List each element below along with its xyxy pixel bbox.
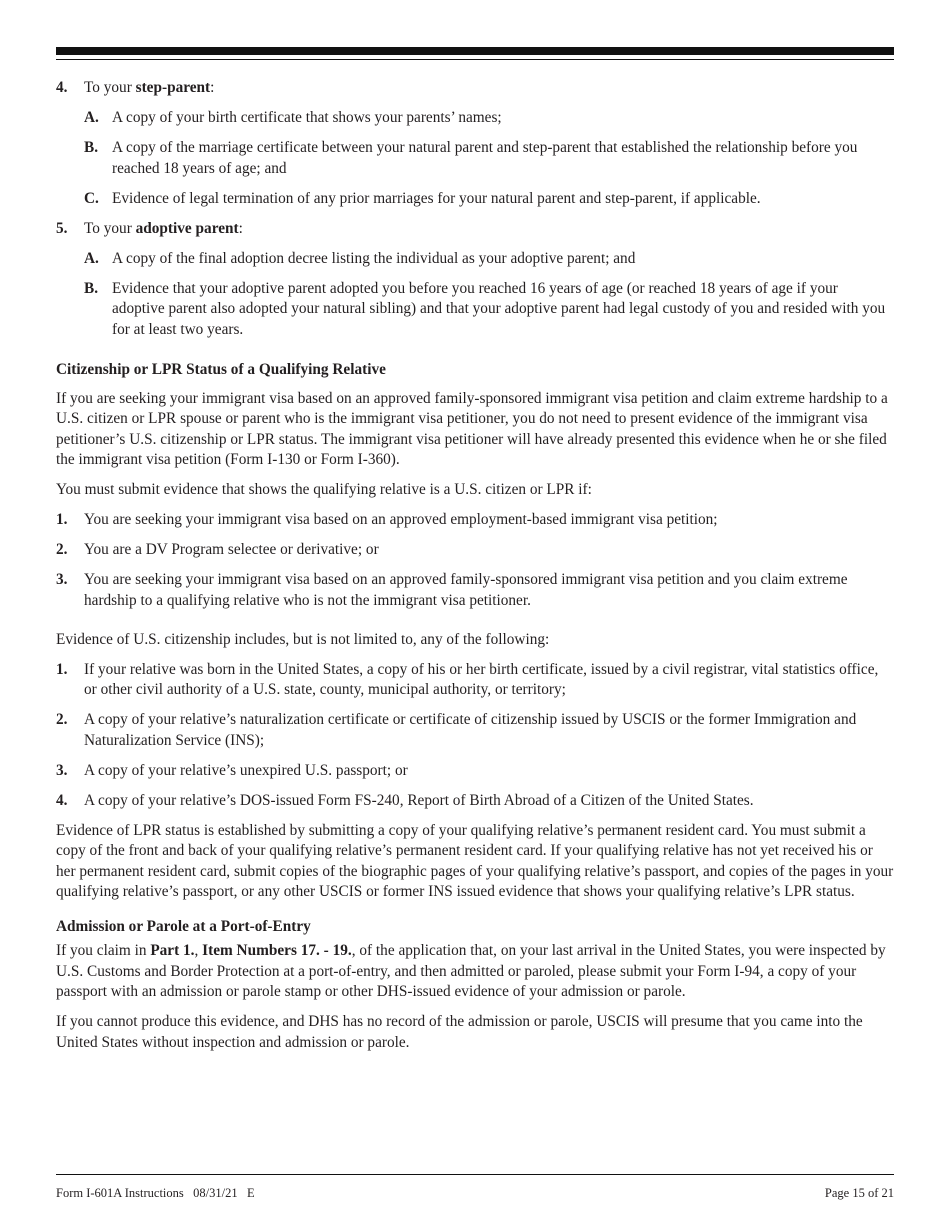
spacer [56, 621, 894, 630]
sub-item: A. A copy of the final adoption decree listing the individual as your adoptive parent; and [84, 249, 636, 267]
list-item: 2. You are a DV Program selectee or derivative; or [56, 541, 379, 558]
paragraph: If you cannot produce this evidence, and DHS has no record of the admission or parole, USCIS will presume that you came into the United States without inspection and admission or parole. [56, 1013, 863, 1051]
footer-page-number: Page 15 of 21 [824, 1186, 894, 1200]
list-item: 1. You are seeking your immigrant visa based on an approved employment-based immigrant visa petition; [56, 511, 718, 528]
section-heading-citizenship: Citizenship or LPR Status of a Qualifying Relative [56, 361, 386, 378]
list-item: 3. A copy of your relative’s unexpired U.S. passport; or [56, 761, 408, 779]
list-item: 1. If your relative was born in the United States, a copy of his or her birth certificate, issued by a civil registrar, vital statistics office, or other civil authority of a U.S. state, county, municipal authority, or territory; [56, 660, 879, 698]
paragraph: You must submit evidence that shows the qualifying relative is a U.S. citizen or LPR if: [56, 481, 592, 498]
paragraph: Evidence of LPR status is established by submitting a copy of your qualifying relative’s permanent resident card. You must submit a copy of the front and back of your qualifying relative’s permanent resident card. If your qualifying relative has not yet received his or her permanent resident card, submit copies of the biographic pages of your qualifying relative’s passport, and copies of the pages in your qualifying relative’s passport, or any other USCIS or former INS issued evidence that shows your qualifying relative’s LPR status. [56, 821, 894, 900]
list-item-step-parent: 4. To your step-parent: [56, 78, 894, 99]
bold-term: adoptive parent [135, 219, 239, 237]
footer-rule [56, 1174, 894, 1175]
paragraph: If you are seeking your immigrant visa based on an approved family-sponsored immigrant visa petition and claim extreme hardship to a U.S. citizen or LPR spouse or parent who is the immigrant visa petitioner, you do not need to present evidence of the immigrant visa petitioner’s U.S. citizenship or LPR status. The immigrant visa petitioner will have already presented this evidence when he or she filed the immigrant visa petition (Form I-130 or Form I-360). [56, 389, 888, 468]
paragraph: If you claim in Part 1., Item Numbers 17. - 19., of the application that, on your last arrival in the United States, you were inspected by U.S. Customs and Border Protection at a port-of-entry, and then admitted or paroled, please submit your Form I-94, a copy of your passport with an admission or parole stamp or other DHS-issued evidence of your admission or parole. [56, 942, 886, 1000]
sub-item: A. A copy of your birth certificate that shows your parents’ names; [84, 109, 502, 126]
section-heading-admission: Admission or Parole at a Port-of-Entry [56, 917, 311, 935]
sub-item: B. Evidence that your adoptive parent adopted you before you reached 16 years of age (or reached 18 years of age if your adoptive parent also adopted your natural sibling) and that your adoptive parent had legal custody of you and resided with you for at least two years. [84, 279, 886, 338]
sub-item: C. Evidence of legal termination of any prior marriages for your natural parent and step-parent, if applicable. [84, 189, 761, 207]
sub-item: B. A copy of the marriage certificate between your natural parent and step-parent that established the relationship before you reached 18 years of age; and [84, 139, 858, 177]
paragraph: Evidence of U.S. citizenship includes, but is not limited to, any of the following: [56, 630, 550, 648]
list-item: 3. You are seeking your immigrant visa based on an approved family-sponsored immigrant visa petition and you claim extreme hardship to a qualifying relative who is not the immigrant visa petitioner. [56, 571, 848, 609]
list-number: 5. [56, 219, 68, 237]
bold-term: step-parent [135, 79, 211, 96]
header-thin-rule [56, 59, 894, 60]
header-thick-rule [56, 47, 894, 55]
list-item: 4. A copy of your relative’s DOS-issued Form FS-240, Report of Birth Abroad of a Citizen of the United States. [56, 791, 754, 809]
list-number: 4. [56, 79, 68, 96]
list-item-adoptive-parent: 5. To your adoptive parent: [56, 219, 894, 240]
list-item: 2. A copy of your relative’s naturalization certificate or certificate of citizenship issued by USCIS or the former Immigration and Naturalization Service (INS); [56, 711, 857, 749]
footer-form-id: Form I-601A Instructions 08/31/21 E [56, 1186, 255, 1200]
page-content [56, 78, 894, 1063]
